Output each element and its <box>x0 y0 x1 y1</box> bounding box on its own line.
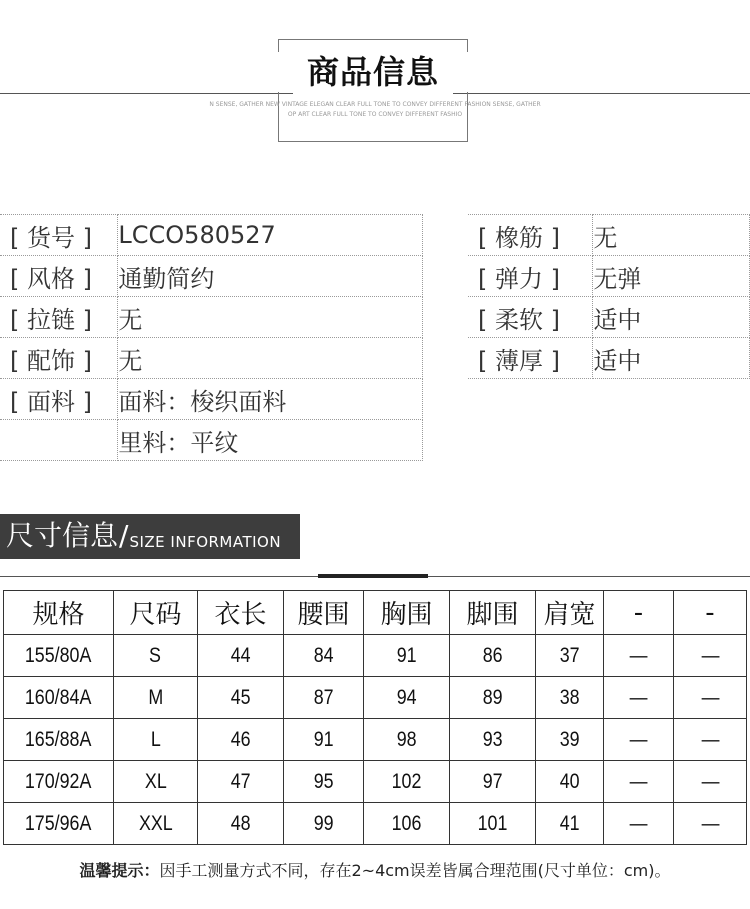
size-table-cell <box>536 677 604 719</box>
size-table-cell <box>450 635 536 677</box>
size-table-cell <box>604 677 674 719</box>
size-info-title-cn: 尺寸信息 <box>6 519 119 552</box>
size-table-row <box>4 803 747 845</box>
attribute-key: [ 货号 ] <box>0 215 118 256</box>
size-table-cell-text: — <box>629 769 648 793</box>
attribute-row <box>468 297 750 338</box>
attribute-value: LCCO580527 <box>118 215 423 256</box>
size-table-cell <box>364 719 450 761</box>
footnote-text: 因手工测量方式不同，存在2~4cm误差皆属合理范围(尺寸单位：cm)。 <box>159 861 671 880</box>
size-table-cell-text: 160/84A <box>25 685 92 709</box>
size-table-cell <box>198 635 284 677</box>
attribute-row <box>0 338 423 379</box>
size-table-cell <box>674 719 747 761</box>
attribute-row <box>0 297 423 338</box>
size-table-cell-text: — <box>629 643 648 667</box>
size-table-cell-text: 175/96A <box>25 811 92 835</box>
size-table-cell <box>114 677 198 719</box>
attribute-key <box>0 420 118 461</box>
size-table-header: 肩宽 <box>536 591 604 635</box>
size-table-cell-text: — <box>629 727 648 751</box>
size-table-cell <box>198 761 284 803</box>
size-table-cell <box>4 761 114 803</box>
size-table-cell-text: 37 <box>559 643 580 667</box>
page-title: 商品信息 <box>278 52 468 92</box>
header-subtitle-line1: N SENSE, GATHER NEW VINTAGE ELEGAN CLEAR FULL TONE TO CONVEY DIFFERENT FASHION SENSE, GATHER <box>209 101 541 108</box>
size-table-cell <box>536 803 604 845</box>
size-table-cell <box>198 677 284 719</box>
attribute-row <box>468 256 750 297</box>
attribute-key: [ 配饰 ] <box>0 338 118 379</box>
size-table-cell <box>450 719 536 761</box>
size-table-cell-text: — <box>701 811 719 835</box>
size-table-cell <box>4 677 114 719</box>
attribute-value: 无弹 <box>593 256 750 297</box>
size-table-cell-text: 106 <box>391 811 422 835</box>
size-table-cell-text: 102 <box>391 769 422 793</box>
size-table-cell-text: 91 <box>396 643 417 667</box>
size-table-cell-text: XL <box>144 769 167 793</box>
size-table-header: 尺码 <box>114 591 198 635</box>
attribute-value: 无 <box>593 215 750 256</box>
attribute-row <box>0 379 423 420</box>
size-table-cell-text: — <box>629 811 648 835</box>
size-table-cell-text: 170/92A <box>25 769 92 793</box>
size-table-cell-text: L <box>150 727 161 751</box>
size-info-banner <box>0 514 300 559</box>
size-table-cell <box>450 761 536 803</box>
size-table-cell-text: 44 <box>230 643 251 667</box>
size-table-cell <box>284 719 364 761</box>
attribute-key: [ 弹力 ] <box>468 256 593 297</box>
size-table-cell-text: 94 <box>396 685 417 709</box>
size-table-cell <box>674 635 747 677</box>
size-table-cell <box>284 635 364 677</box>
footnote <box>0 858 750 881</box>
size-table-cell <box>604 719 674 761</box>
size-table <box>3 590 747 845</box>
size-table-cell-text: 97 <box>482 769 503 793</box>
size-table-cell <box>4 635 114 677</box>
size-info-slash: / <box>119 519 129 552</box>
size-table-header: - <box>674 591 747 635</box>
size-table-cell <box>536 635 604 677</box>
size-table-cell <box>284 803 364 845</box>
size-table-cell-text: 41 <box>559 811 580 835</box>
size-table-cell <box>364 761 450 803</box>
size-table-cell <box>364 677 450 719</box>
size-table-cell-text: 91 <box>313 727 334 751</box>
attribute-row <box>468 215 750 256</box>
attribute-value: 适中 <box>593 338 750 379</box>
size-table-header: 胸围 <box>364 591 450 635</box>
size-table-cell-text: — <box>701 643 719 667</box>
size-table-cell <box>364 635 450 677</box>
size-table-cell-text: 99 <box>313 811 334 835</box>
size-table-cell <box>674 677 747 719</box>
size-table-cell <box>674 803 747 845</box>
size-table-cell-text: M <box>148 685 163 709</box>
size-table-cell <box>450 677 536 719</box>
size-table-row <box>4 761 747 803</box>
size-table-cell <box>114 761 198 803</box>
size-table-cell-text: — <box>629 685 648 709</box>
size-table-cell <box>284 677 364 719</box>
attribute-value: 里料：平纹 <box>118 420 423 461</box>
attribute-value: 适中 <box>593 297 750 338</box>
size-table-cell-text: 45 <box>230 685 251 709</box>
size-table-cell-text: 89 <box>482 685 503 709</box>
size-table-cell <box>364 803 450 845</box>
size-table-cell-text: S <box>149 643 162 667</box>
footnote-label: 温馨提示： <box>79 861 160 880</box>
size-table-cell-text: 155/80A <box>25 643 92 667</box>
size-table-cell <box>674 761 747 803</box>
size-table-cell <box>450 803 536 845</box>
size-table-cell <box>536 719 604 761</box>
attribute-key: [ 拉链 ] <box>0 297 118 338</box>
size-table-cell-text: 87 <box>313 685 334 709</box>
size-table-row <box>4 719 747 761</box>
size-table-cell-text: 38 <box>559 685 580 709</box>
size-table-cell-text: XXL <box>138 811 173 835</box>
size-table-cell <box>536 761 604 803</box>
size-table-cell <box>4 803 114 845</box>
attribute-row <box>0 420 423 461</box>
attribute-key: [ 柔软 ] <box>468 297 593 338</box>
size-table-row <box>4 635 747 677</box>
size-divider-accent <box>318 574 428 578</box>
size-table-header: 腰围 <box>284 591 364 635</box>
attribute-value: 无 <box>118 338 423 379</box>
size-table-row <box>4 677 747 719</box>
size-table-cell-text: 40 <box>559 769 580 793</box>
attributes-left-table <box>0 214 423 461</box>
size-table-cell <box>604 803 674 845</box>
attribute-value: 通勤简约 <box>118 256 423 297</box>
size-table-header: 脚围 <box>450 591 536 635</box>
attribute-row <box>0 256 423 297</box>
size-table-cell-text: 86 <box>482 643 503 667</box>
size-table-cell <box>284 761 364 803</box>
size-table-cell <box>604 761 674 803</box>
size-table-cell-text: — <box>701 769 719 793</box>
size-table-cell-text: 98 <box>396 727 417 751</box>
attribute-key: [ 风格 ] <box>0 256 118 297</box>
size-table-cell <box>114 803 198 845</box>
attribute-key: [ 面料 ] <box>0 379 118 420</box>
attribute-value: 面料：梭织面料 <box>118 379 423 420</box>
header-subtitle-line2: OP ART CLEAR FULL TONE TO CONVEY DIFFERENT FASHIO <box>287 111 463 118</box>
size-table-cell <box>198 803 284 845</box>
size-table-cell-text: 93 <box>482 727 503 751</box>
size-table-cell-text: 47 <box>230 769 251 793</box>
attribute-key: [ 橡筋 ] <box>468 215 593 256</box>
size-table-cell-text: — <box>701 727 719 751</box>
attribute-row <box>0 215 423 256</box>
size-table-cell-text: — <box>701 685 719 709</box>
attribute-value: 无 <box>118 297 423 338</box>
size-table-cell <box>114 635 198 677</box>
size-table-cell-text: 39 <box>559 727 580 751</box>
size-table-cell-text: 165/88A <box>25 727 92 751</box>
size-info-title-en: SIZE INFORMATION <box>129 533 282 551</box>
attribute-row <box>468 338 750 379</box>
size-table-cell-text: 95 <box>313 769 334 793</box>
size-table-cell-text: 101 <box>477 811 508 835</box>
attribute-key: [ 薄厚 ] <box>468 338 593 379</box>
size-table-cell <box>4 719 114 761</box>
size-table-cell-text: 46 <box>230 727 251 751</box>
size-table-cell-text: 84 <box>313 643 334 667</box>
size-table-cell <box>198 719 284 761</box>
size-table-header: - <box>604 591 674 635</box>
size-table-cell <box>604 635 674 677</box>
size-table-cell-text: 48 <box>230 811 251 835</box>
size-table-cell <box>114 719 198 761</box>
size-table-header: 衣长 <box>198 591 284 635</box>
size-table-header: 规格 <box>4 591 114 635</box>
attributes-right-table <box>468 214 750 379</box>
